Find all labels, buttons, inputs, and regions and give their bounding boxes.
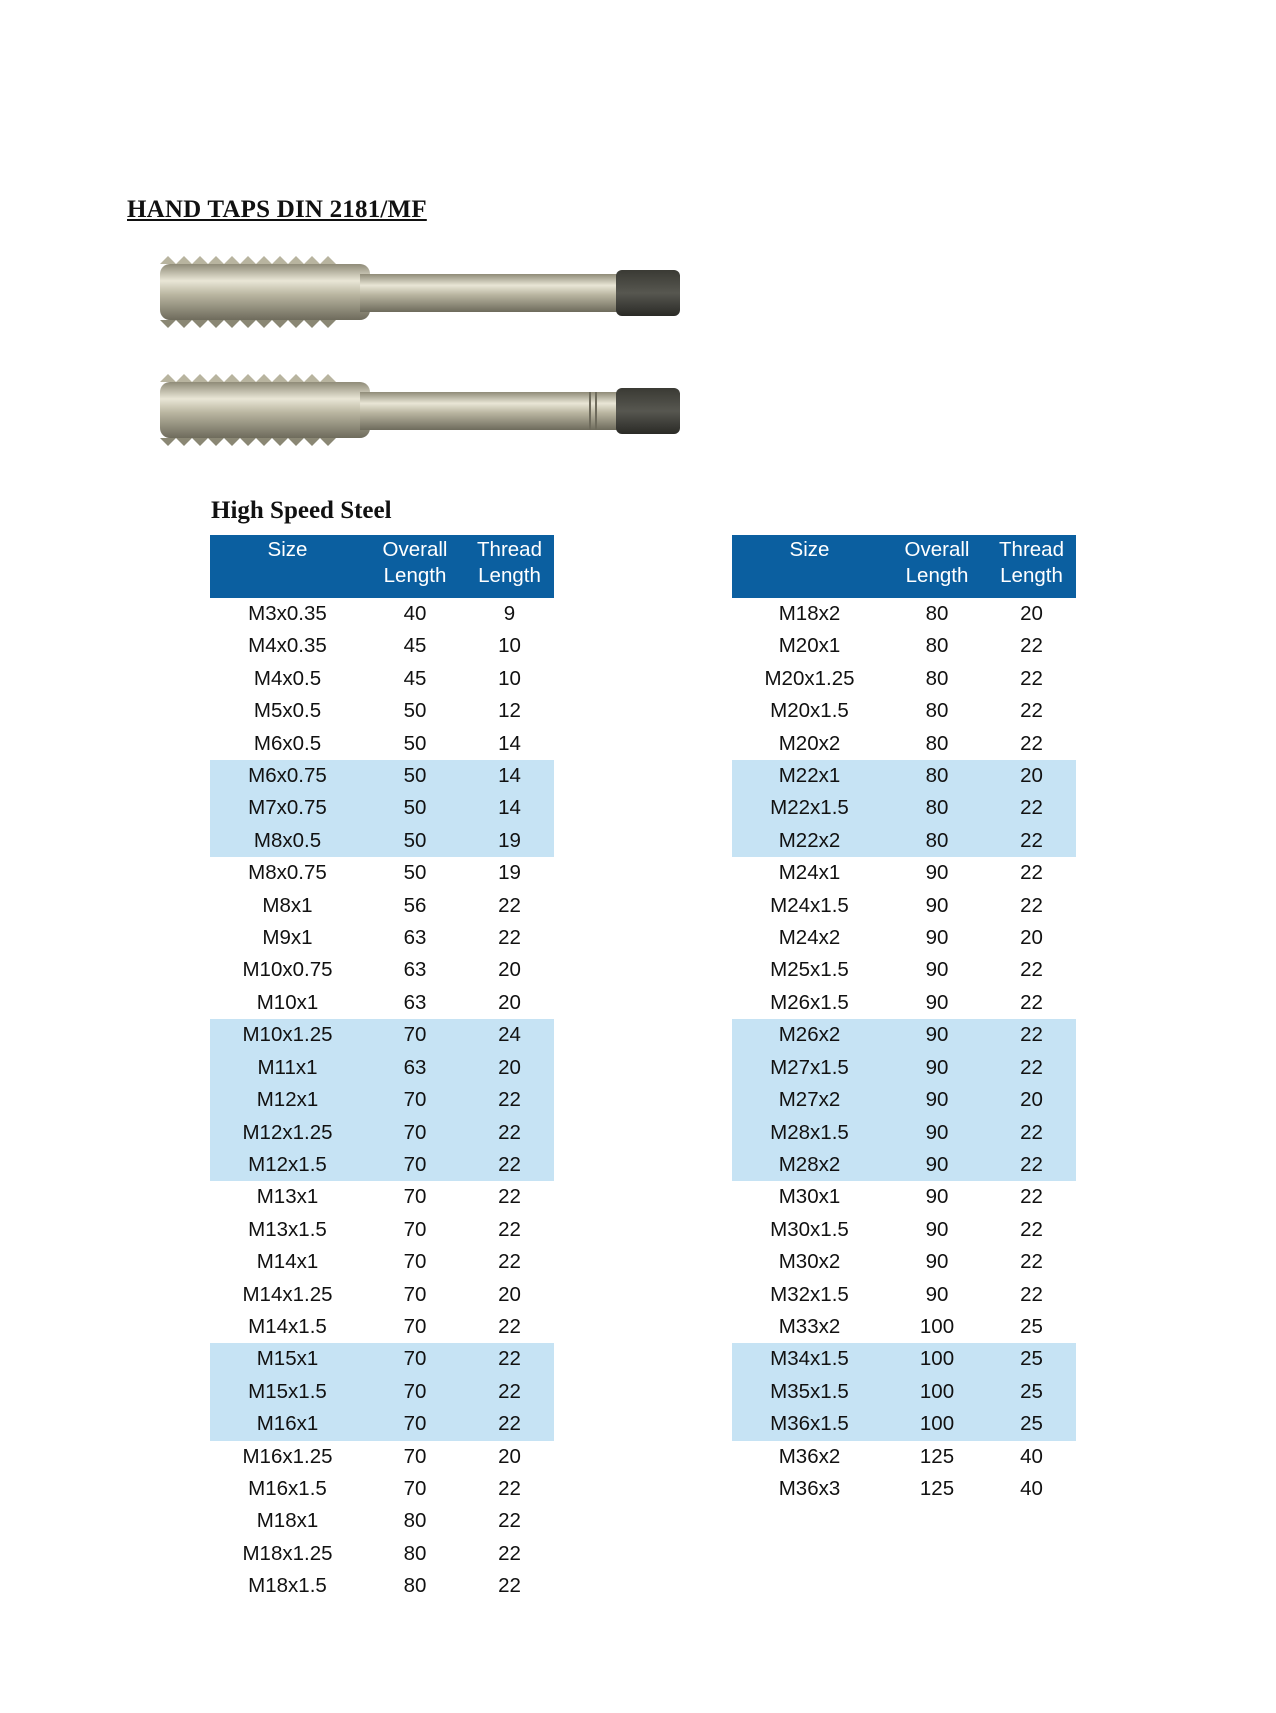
thread-length-cell: 12 xyxy=(498,699,521,723)
table-row xyxy=(732,825,1076,857)
thread-length-cell: 20 xyxy=(987,1084,1076,1116)
size-cell: M22x1.5 xyxy=(732,792,887,824)
thread-length-cell: 19 xyxy=(498,861,521,885)
overall-length-cell: 80 xyxy=(925,666,949,690)
thread-length-cell: 20 xyxy=(987,760,1076,792)
size-cell: M20x1.25 xyxy=(764,666,855,690)
thread-length-cell: 19 xyxy=(465,825,554,857)
column-header-thread-length: Thread Length xyxy=(465,535,554,598)
table-row xyxy=(210,987,554,1019)
table-row xyxy=(732,760,1076,792)
table-row xyxy=(210,1473,554,1505)
overall-length-cell: 90 xyxy=(925,926,949,950)
thread-length-cell: 22 xyxy=(1020,699,1043,723)
overall-length-cell: 90 xyxy=(925,893,949,917)
thread-length-cell: 14 xyxy=(465,792,554,824)
size-cell: M24x2 xyxy=(778,926,841,950)
table-row xyxy=(732,728,1076,760)
table-row xyxy=(210,1538,554,1570)
overall-length-cell: 70 xyxy=(365,1408,465,1440)
table-row xyxy=(732,792,1076,824)
size-cell: M18x1.5 xyxy=(248,1574,327,1598)
table-row xyxy=(210,1311,554,1343)
overall-length-cell: 70 xyxy=(365,1084,465,1116)
size-cell: M22x2 xyxy=(732,825,887,857)
size-cell: M32x1.5 xyxy=(770,1282,849,1306)
thread-length-cell: 22 xyxy=(498,1185,521,1209)
table-row xyxy=(210,825,554,857)
table-row xyxy=(732,922,1076,954)
size-cell: M12x1 xyxy=(210,1084,365,1116)
thread-length-cell: 22 xyxy=(498,1574,521,1598)
table-row xyxy=(210,792,554,824)
overall-length-cell: 63 xyxy=(403,926,427,950)
page-title: HAND TAPS DIN 2181/MF xyxy=(127,196,427,223)
size-cell: M14x1.5 xyxy=(248,1314,327,1338)
size-cell: M8x0.75 xyxy=(248,861,327,885)
table-row xyxy=(210,1084,554,1116)
overall-length-cell: 90 xyxy=(887,1117,987,1149)
thread-length-cell: 14 xyxy=(465,760,554,792)
thread-length-cell: 22 xyxy=(1020,990,1043,1014)
thread-length-cell: 22 xyxy=(1020,861,1043,885)
table-header-row xyxy=(732,535,1076,598)
size-cell: M8x1 xyxy=(262,893,313,917)
thread-length-cell: 22 xyxy=(1020,1282,1043,1306)
material-subtitle: High Speed Steel xyxy=(211,497,392,524)
overall-length-cell: 80 xyxy=(925,699,949,723)
thread-length-cell: 22 xyxy=(1020,893,1043,917)
thread-length-cell: 20 xyxy=(1020,602,1043,625)
thread-length-cell: 22 xyxy=(1020,1250,1043,1274)
thread-length-cell: 22 xyxy=(987,1052,1076,1084)
column-header-thread-length: Thread Length xyxy=(987,535,1076,598)
thread-length-cell: 22 xyxy=(498,1250,521,1274)
thread-length-cell: 22 xyxy=(1020,634,1043,658)
thread-length-cell: 25 xyxy=(987,1408,1076,1440)
thread-length-cell: 22 xyxy=(1020,1185,1043,1209)
table-header-row xyxy=(210,535,554,598)
table-row xyxy=(210,695,554,727)
thread-length-cell: 22 xyxy=(498,893,521,917)
thread-length-cell: 22 xyxy=(498,1476,521,1500)
size-cell: M18x2 xyxy=(778,602,841,625)
thread-length-cell: 20 xyxy=(498,958,521,982)
thread-length-cell: 22 xyxy=(987,792,1076,824)
table-row xyxy=(210,1149,554,1181)
overall-length-cell: 70 xyxy=(403,1476,427,1500)
size-cell: M28x1.5 xyxy=(732,1117,887,1149)
size-cell: M27x1.5 xyxy=(732,1052,887,1084)
thread-length-cell: 22 xyxy=(987,1019,1076,1051)
overall-length-cell: 80 xyxy=(403,1509,427,1533)
thread-length-cell: 20 xyxy=(1020,926,1043,950)
thread-length-cell: 14 xyxy=(498,731,521,755)
size-cell: M24x1.5 xyxy=(770,893,849,917)
size-cell: M24x1 xyxy=(778,861,841,885)
size-cell: M6x0.5 xyxy=(253,731,322,755)
table-row xyxy=(210,1441,554,1473)
size-cell: M14x1 xyxy=(256,1250,319,1274)
thread-length-cell: 22 xyxy=(498,926,521,950)
tap-1 xyxy=(160,256,680,328)
size-cell: M16x1 xyxy=(210,1408,365,1440)
overall-length-cell: 63 xyxy=(403,990,427,1014)
overall-length-cell: 70 xyxy=(365,1149,465,1181)
overall-length-cell: 90 xyxy=(925,1217,949,1241)
size-cell: M10x1.25 xyxy=(210,1019,365,1051)
table-row xyxy=(732,954,1076,986)
table-row xyxy=(210,1117,554,1149)
size-cell: M16x1.5 xyxy=(248,1476,327,1500)
overall-length-cell: 80 xyxy=(925,731,949,755)
size-cell: M14x1.25 xyxy=(242,1282,333,1306)
size-cell: M20x1 xyxy=(778,634,841,658)
thread-length-cell: 25 xyxy=(1020,1314,1043,1338)
table-row xyxy=(732,1117,1076,1149)
column-header-size: Size xyxy=(210,535,365,598)
table-row xyxy=(732,1181,1076,1213)
overall-length-cell: 40 xyxy=(403,602,427,625)
table-row xyxy=(732,1279,1076,1311)
size-cell: M15x1.5 xyxy=(210,1376,365,1408)
overall-length-cell: 70 xyxy=(365,1343,465,1375)
table-row xyxy=(210,1052,554,1084)
thread-length-cell: 22 xyxy=(498,1314,521,1338)
thread-length-cell: 22 xyxy=(465,1084,554,1116)
column-header-overall-length: Overall Length xyxy=(365,535,465,598)
thread-length-cell: 22 xyxy=(987,1149,1076,1181)
overall-length-cell: 70 xyxy=(403,1250,427,1274)
size-cell: M34x1.5 xyxy=(732,1343,887,1375)
overall-length-cell: 90 xyxy=(887,1084,987,1116)
thread-length-cell: 22 xyxy=(465,1408,554,1440)
overall-length-cell: 90 xyxy=(887,1019,987,1051)
thread-length-cell: 22 xyxy=(987,1117,1076,1149)
size-cell: M16x1.25 xyxy=(242,1444,333,1468)
thread-length-cell: 40 xyxy=(1020,1444,1043,1468)
overall-length-cell: 125 xyxy=(919,1476,955,1500)
overall-length-cell: 70 xyxy=(365,1376,465,1408)
size-cell: M13x1 xyxy=(256,1185,319,1209)
size-cell: M5x0.5 xyxy=(253,699,322,723)
overall-length-cell: 80 xyxy=(887,760,987,792)
overall-length-cell: 100 xyxy=(887,1408,987,1440)
overall-length-cell: 70 xyxy=(403,1282,427,1306)
size-cell: M22x1 xyxy=(732,760,887,792)
thread-length-cell: 20 xyxy=(498,1282,521,1306)
size-cell: M12x1.25 xyxy=(210,1117,365,1149)
spec-table-right xyxy=(732,535,1076,1505)
size-cell: M26x2 xyxy=(732,1019,887,1051)
table-row xyxy=(210,1408,554,1440)
size-cell: M28x2 xyxy=(732,1149,887,1181)
overall-length-cell: 45 xyxy=(403,634,427,658)
overall-length-cell: 90 xyxy=(925,990,949,1014)
size-cell: M8x0.5 xyxy=(210,825,365,857)
size-cell: M9x1 xyxy=(262,926,313,950)
table-row xyxy=(732,1343,1076,1375)
size-cell: M3x0.35 xyxy=(248,602,327,625)
thread-length-cell: 25 xyxy=(987,1343,1076,1375)
thread-length-cell: 22 xyxy=(1020,958,1043,982)
overall-length-cell: 80 xyxy=(925,602,949,625)
thread-length-cell: 22 xyxy=(465,1376,554,1408)
table-row xyxy=(210,663,554,695)
thread-length-cell: 22 xyxy=(987,825,1076,857)
table-row xyxy=(732,1408,1076,1440)
overall-length-cell: 100 xyxy=(887,1376,987,1408)
thread-length-cell: 40 xyxy=(1020,1476,1043,1500)
overall-length-cell: 90 xyxy=(887,1149,987,1181)
table-row xyxy=(732,598,1076,630)
spec-table-left xyxy=(210,535,554,1603)
table-row xyxy=(732,1311,1076,1343)
overall-length-cell: 63 xyxy=(365,1052,465,1084)
overall-length-cell: 50 xyxy=(403,731,427,755)
overall-length-cell: 90 xyxy=(925,1185,949,1209)
size-cell: M36x1.5 xyxy=(732,1408,887,1440)
table-row xyxy=(732,1441,1076,1473)
overall-length-cell: 70 xyxy=(403,1217,427,1241)
thread-length-cell: 22 xyxy=(465,1149,554,1181)
column-header-size: Size xyxy=(732,535,887,598)
overall-length-cell: 45 xyxy=(403,666,427,690)
size-cell: M27x2 xyxy=(732,1084,887,1116)
table-row xyxy=(732,857,1076,889)
thread-length-cell: 22 xyxy=(1020,1217,1043,1241)
overall-length-cell: 50 xyxy=(365,792,465,824)
size-cell: M11x1 xyxy=(210,1052,365,1084)
overall-length-cell: 50 xyxy=(403,861,427,885)
overall-length-cell: 90 xyxy=(925,1250,949,1274)
table-row xyxy=(732,1214,1076,1246)
table-row xyxy=(732,1019,1076,1051)
thread-length-cell: 22 xyxy=(465,1117,554,1149)
table-row xyxy=(732,695,1076,727)
table-row xyxy=(210,1214,554,1246)
table-row xyxy=(732,1473,1076,1505)
overall-length-cell: 63 xyxy=(403,958,427,982)
table-row xyxy=(210,922,554,954)
table-row xyxy=(732,987,1076,1019)
size-cell: M20x1.5 xyxy=(770,699,849,723)
table-row xyxy=(210,1376,554,1408)
thread-length-cell: 22 xyxy=(498,1541,521,1565)
size-cell: M35x1.5 xyxy=(732,1376,887,1408)
thread-length-cell: 22 xyxy=(465,1343,554,1375)
size-cell: M30x1 xyxy=(778,1185,841,1209)
table-row xyxy=(210,760,554,792)
size-cell: M36x3 xyxy=(778,1476,841,1500)
table-row xyxy=(210,1246,554,1278)
table-row xyxy=(210,954,554,986)
thread-length-cell: 9 xyxy=(503,602,516,625)
overall-length-cell: 70 xyxy=(365,1117,465,1149)
table-row xyxy=(732,630,1076,662)
size-cell: M36x2 xyxy=(778,1444,841,1468)
column-header-overall-length: Overall Length xyxy=(887,535,987,598)
overall-length-cell: 50 xyxy=(403,699,427,723)
size-cell: M10x0.75 xyxy=(242,958,333,982)
thread-length-cell: 20 xyxy=(465,1052,554,1084)
thread-length-cell: 10 xyxy=(498,634,521,658)
size-cell: M30x1.5 xyxy=(770,1217,849,1241)
size-cell: M7x0.75 xyxy=(210,792,365,824)
overall-length-cell: 70 xyxy=(403,1444,427,1468)
table-row xyxy=(210,598,554,630)
thread-length-cell: 20 xyxy=(498,1444,521,1468)
overall-length-cell: 80 xyxy=(403,1574,427,1598)
overall-length-cell: 90 xyxy=(925,1282,949,1306)
overall-length-cell: 70 xyxy=(403,1185,427,1209)
thread-length-cell: 10 xyxy=(498,666,521,690)
overall-length-cell: 90 xyxy=(925,958,949,982)
overall-length-cell: 70 xyxy=(365,1019,465,1051)
size-cell: M26x1.5 xyxy=(770,990,849,1014)
size-cell: M12x1.5 xyxy=(210,1149,365,1181)
size-cell: M18x1 xyxy=(256,1509,319,1533)
size-cell: M13x1.5 xyxy=(248,1217,327,1241)
table-row xyxy=(210,1019,554,1051)
thread-length-cell: 22 xyxy=(1020,666,1043,690)
table-row xyxy=(732,663,1076,695)
overall-length-cell: 100 xyxy=(887,1343,987,1375)
table-row xyxy=(732,890,1076,922)
overall-length-cell: 50 xyxy=(365,825,465,857)
size-cell: M33x2 xyxy=(778,1314,841,1338)
size-cell: M10x1 xyxy=(256,990,319,1014)
hand-taps-image xyxy=(150,250,710,470)
table-row xyxy=(732,1084,1076,1116)
size-cell: M18x1.25 xyxy=(242,1541,333,1565)
table-row xyxy=(210,1181,554,1213)
size-cell: M20x2 xyxy=(778,731,841,755)
overall-length-cell: 125 xyxy=(919,1444,955,1468)
thread-length-cell: 22 xyxy=(498,1509,521,1533)
overall-length-cell: 100 xyxy=(919,1314,955,1338)
tap-2 xyxy=(160,374,680,446)
overall-length-cell: 56 xyxy=(403,893,427,917)
size-cell: M6x0.75 xyxy=(210,760,365,792)
table-row xyxy=(210,857,554,889)
table-row xyxy=(210,1570,554,1602)
overall-length-cell: 80 xyxy=(887,825,987,857)
thread-length-cell: 22 xyxy=(498,1217,521,1241)
overall-length-cell: 80 xyxy=(925,634,949,658)
size-cell: M15x1 xyxy=(210,1343,365,1375)
size-cell: M4x0.35 xyxy=(248,634,327,658)
overall-length-cell: 80 xyxy=(887,792,987,824)
size-cell: M4x0.5 xyxy=(253,666,322,690)
table-row xyxy=(732,1246,1076,1278)
size-cell: M30x2 xyxy=(778,1250,841,1274)
table-row xyxy=(210,890,554,922)
table-row xyxy=(732,1052,1076,1084)
table-row xyxy=(210,630,554,662)
table-row xyxy=(210,1505,554,1537)
thread-length-cell: 22 xyxy=(1020,731,1043,755)
overall-length-cell: 90 xyxy=(887,1052,987,1084)
thread-length-cell: 24 xyxy=(465,1019,554,1051)
table-row xyxy=(210,728,554,760)
overall-length-cell: 70 xyxy=(403,1314,427,1338)
table-row xyxy=(210,1343,554,1375)
table-row xyxy=(210,1279,554,1311)
overall-length-cell: 80 xyxy=(403,1541,427,1565)
thread-length-cell: 25 xyxy=(987,1376,1076,1408)
table-row xyxy=(732,1149,1076,1181)
table-row xyxy=(732,1376,1076,1408)
overall-length-cell: 90 xyxy=(925,861,949,885)
overall-length-cell: 50 xyxy=(365,760,465,792)
thread-length-cell: 20 xyxy=(498,990,521,1014)
size-cell: M25x1.5 xyxy=(770,958,849,982)
